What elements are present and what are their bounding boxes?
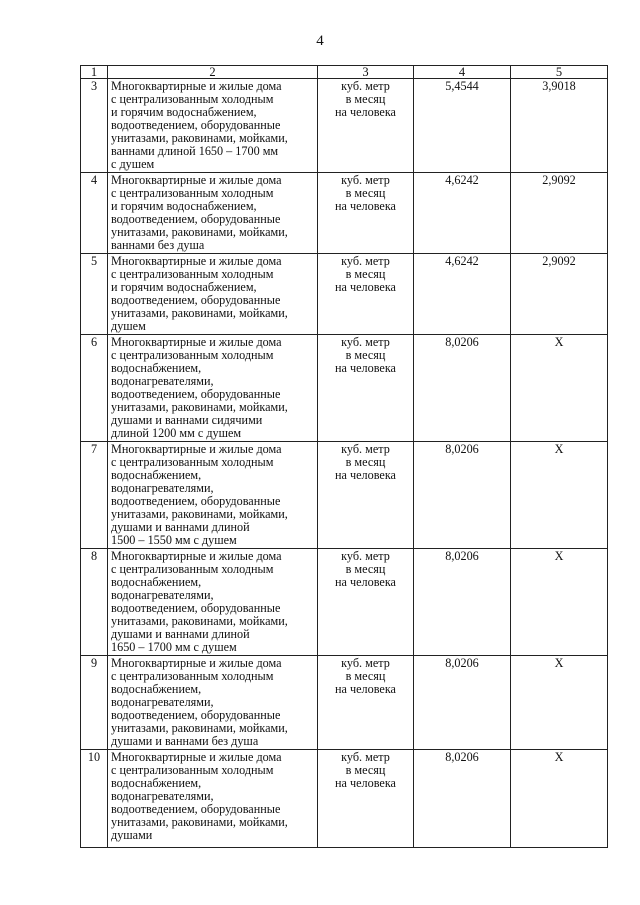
description-line: унитазами, раковинами, мойками, bbox=[111, 507, 288, 521]
unit-line: на человека bbox=[335, 468, 396, 482]
description-line: унитазами, раковинами, мойками, bbox=[111, 400, 288, 414]
description-line: Многоквартирные и жилые дома bbox=[111, 335, 282, 349]
description-line: с централизованным холодным bbox=[111, 186, 274, 200]
description-line: водоотведением, оборудованные bbox=[111, 212, 281, 226]
unit-line: куб. метр bbox=[341, 335, 390, 349]
norm-value-col5: 3,9018 bbox=[511, 79, 608, 173]
description-line: Многоквартирные и жилые дома bbox=[111, 656, 282, 670]
unit-of-measure bbox=[318, 335, 414, 442]
column-header: 4 bbox=[414, 66, 511, 79]
description-line: унитазами, раковинами, мойками, bbox=[111, 306, 288, 320]
description-line: водоотведением, оборудованные bbox=[111, 118, 281, 132]
unit-line: на человека bbox=[335, 105, 396, 119]
row-number: 5 bbox=[81, 254, 108, 335]
housing-description bbox=[108, 79, 318, 173]
unit-line: куб. метр bbox=[341, 173, 390, 187]
row-number: 4 bbox=[81, 173, 108, 254]
unit-line: в месяц bbox=[345, 455, 386, 469]
description-line: водоотведением, оборудованные bbox=[111, 708, 281, 722]
table-row bbox=[81, 335, 608, 442]
description-line: водоснабжением, bbox=[111, 682, 202, 696]
description-line: унитазами, раковинами, мойками, bbox=[111, 614, 288, 628]
description-line: 1650 – 1700 мм с душем bbox=[111, 640, 237, 654]
description-line: Многоквартирные и жилые дома bbox=[111, 750, 282, 764]
unit-line: куб. метр bbox=[341, 79, 390, 93]
unit-line: в месяц bbox=[345, 267, 386, 281]
description-line: душами и ваннами длиной bbox=[111, 520, 250, 534]
norm-value-col5: Х bbox=[511, 549, 608, 656]
housing-description bbox=[108, 335, 318, 442]
norm-value-col4: 4,6242 bbox=[414, 173, 511, 254]
unit-line: на человека bbox=[335, 776, 396, 790]
description-line: водонагревателями, bbox=[111, 695, 214, 709]
table-header-row bbox=[81, 66, 608, 79]
description-line: с централизованным холодным bbox=[111, 562, 274, 576]
description-line: душами и ваннами длиной bbox=[111, 627, 250, 641]
description-line: длиной 1200 мм с душем bbox=[111, 426, 242, 440]
norm-value-col5: 2,9092 bbox=[511, 173, 608, 254]
norm-value-col5: 2,9092 bbox=[511, 254, 608, 335]
housing-description bbox=[108, 173, 318, 254]
unit-of-measure bbox=[318, 656, 414, 750]
description-line: с централизованным холодным bbox=[111, 763, 274, 777]
unit-line: в месяц bbox=[345, 186, 386, 200]
row-number: 8 bbox=[81, 549, 108, 656]
description-line: водонагревателями, bbox=[111, 481, 214, 495]
column-header: 5 bbox=[511, 66, 608, 79]
description-line: с централизованным холодным bbox=[111, 92, 274, 106]
description-line: и горячим водоснабжением, bbox=[111, 105, 257, 119]
unit-line: куб. метр bbox=[341, 750, 390, 764]
description-line: водоотведением, оборудованные bbox=[111, 293, 281, 307]
description-line: с централизованным холодным bbox=[111, 348, 274, 362]
description-line: с централизованным холодным bbox=[111, 455, 274, 469]
row-number: 9 bbox=[81, 656, 108, 750]
table-row bbox=[81, 549, 608, 656]
column-header: 3 bbox=[318, 66, 414, 79]
norm-value-col4: 8,0206 bbox=[414, 656, 511, 750]
description-line: душами и ваннами сидячими bbox=[111, 413, 263, 427]
description-line: водоотведением, оборудованные bbox=[111, 494, 281, 508]
norm-value-col4: 8,0206 bbox=[414, 750, 511, 848]
housing-description bbox=[108, 656, 318, 750]
description-line: Многоквартирные и жилые дома bbox=[111, 254, 282, 268]
norm-value-col5: Х bbox=[511, 656, 608, 750]
unit-of-measure bbox=[318, 79, 414, 173]
unit-line: куб. метр bbox=[341, 254, 390, 268]
unit-of-measure bbox=[318, 750, 414, 848]
description-line: ваннами длиной 1650 – 1700 мм bbox=[111, 144, 279, 158]
unit-of-measure bbox=[318, 442, 414, 549]
unit-line: куб. метр bbox=[341, 656, 390, 670]
unit-line: на человека bbox=[335, 361, 396, 375]
unit-line: на человека bbox=[335, 280, 396, 294]
norm-value-col5: Х bbox=[511, 335, 608, 442]
table-row bbox=[81, 173, 608, 254]
description-line: унитазами, раковинами, мойками, bbox=[111, 815, 288, 829]
unit-line: на человека bbox=[335, 575, 396, 589]
unit-line: в месяц bbox=[345, 348, 386, 362]
description-line: Многоквартирные и жилые дома bbox=[111, 442, 282, 456]
description-line: водоотведением, оборудованные bbox=[111, 802, 281, 816]
description-line: водоотведением, оборудованные bbox=[111, 601, 281, 615]
housing-description bbox=[108, 549, 318, 656]
housing-description bbox=[108, 750, 318, 848]
tariff-table bbox=[80, 65, 608, 848]
housing-description bbox=[108, 254, 318, 335]
description-line: водоснабжением, bbox=[111, 776, 202, 790]
description-line: 1500 – 1550 мм с душем bbox=[111, 533, 237, 547]
unit-of-measure bbox=[318, 173, 414, 254]
description-line: душами bbox=[111, 828, 153, 842]
norm-value-col4: 4,6242 bbox=[414, 254, 511, 335]
description-line: Многоквартирные и жилые дома bbox=[111, 549, 282, 563]
description-line: с душем bbox=[111, 157, 155, 171]
table-body bbox=[81, 66, 608, 848]
table-row bbox=[81, 656, 608, 750]
row-number: 7 bbox=[81, 442, 108, 549]
unit-line: куб. метр bbox=[341, 442, 390, 456]
row-number: 6 bbox=[81, 335, 108, 442]
housing-description bbox=[108, 442, 318, 549]
description-line: водоотведением, оборудованные bbox=[111, 387, 281, 401]
description-line: унитазами, раковинами, мойками, bbox=[111, 721, 288, 735]
unit-line: в месяц bbox=[345, 669, 386, 683]
row-number: 10 bbox=[81, 750, 108, 848]
description-line: с централизованным холодным bbox=[111, 669, 274, 683]
description-line: и горячим водоснабжением, bbox=[111, 280, 257, 294]
column-header: 1 bbox=[81, 66, 108, 79]
description-line: водоснабжением, bbox=[111, 361, 202, 375]
description-line: и горячим водоснабжением, bbox=[111, 199, 257, 213]
unit-of-measure bbox=[318, 254, 414, 335]
description-line: ваннами без душа bbox=[111, 238, 205, 252]
unit-line: в месяц bbox=[345, 92, 386, 106]
column-header: 2 bbox=[108, 66, 318, 79]
page-number: 4 bbox=[316, 33, 324, 49]
description-line: душем bbox=[111, 319, 146, 333]
description-line: водонагревателями, bbox=[111, 789, 214, 803]
row-number: 3 bbox=[81, 79, 108, 173]
description-line: водонагревателями, bbox=[111, 374, 214, 388]
norm-value-col4: 5,4544 bbox=[414, 79, 511, 173]
unit-of-measure bbox=[318, 549, 414, 656]
norm-value-col5: Х bbox=[511, 442, 608, 549]
table-row bbox=[81, 442, 608, 549]
norm-value-col5: Х bbox=[511, 750, 608, 848]
unit-line: на человека bbox=[335, 199, 396, 213]
description-line: душами и ваннами без душа bbox=[111, 734, 259, 748]
norm-value-col4: 8,0206 bbox=[414, 549, 511, 656]
description-line: Многоквартирные и жилые дома bbox=[111, 79, 282, 93]
norm-value-col4: 8,0206 bbox=[414, 442, 511, 549]
table-row bbox=[81, 254, 608, 335]
description-line: унитазами, раковинами, мойками, bbox=[111, 131, 288, 145]
description-line: водоснабжением, bbox=[111, 575, 202, 589]
norm-value-col4: 8,0206 bbox=[414, 335, 511, 442]
unit-line: в месяц bbox=[345, 763, 386, 777]
table-row bbox=[81, 750, 608, 848]
description-line: водонагревателями, bbox=[111, 588, 214, 602]
table-row bbox=[81, 79, 608, 173]
unit-line: в месяц bbox=[345, 562, 386, 576]
description-line: Многоквартирные и жилые дома bbox=[111, 173, 282, 187]
unit-line: на человека bbox=[335, 682, 396, 696]
description-line: с централизованным холодным bbox=[111, 267, 274, 281]
description-line: унитазами, раковинами, мойками, bbox=[111, 225, 288, 239]
description-line: водоснабжением, bbox=[111, 468, 202, 482]
unit-line: куб. метр bbox=[341, 549, 390, 563]
